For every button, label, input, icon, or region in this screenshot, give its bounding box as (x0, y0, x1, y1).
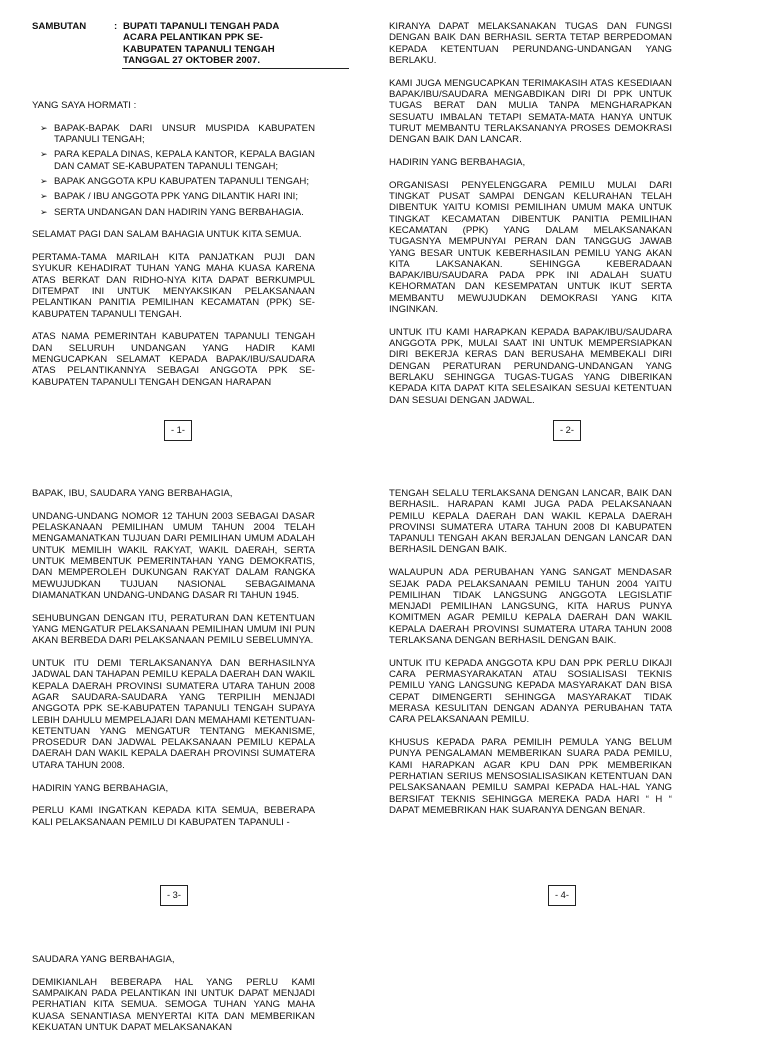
header-line: KABUPATEN TAPANULI TENGAH (123, 43, 275, 55)
honoree-list (32, 123, 315, 218)
paragraph: WALAUPUN ADA PERUBAHAN YANG SANGAT MENDASAR SEJAK PADA PELAKSANAAN PEMILU TAHUN 2004 YAITU PEMILIHAN TIDAK LANGSUNG ANGGOTA LEGISLATIF MENJADI PEMILIHAN LANGSUNG, KITA HARUS PUNYA KOMITMEN AGAR PEMILU KEPALA DAERAH DAN WAKIL KEPALA DAERAH PROVINSI SUMATERA UTARA TAHUN 2008 TERLAKSANA DENGAN BERHASIL DENGAN BAIK. (389, 567, 672, 647)
paragraph: KHUSUS KEPADA PARA PEMILIH PEMULA YANG BELUM PUNYA PENGALAMAN MEMBERIKAN SUARA PADA PEMILU, KAMI HARAPKAN AGAR KPU DAN PPK MEMBERIKAN PERHATIAN SERIUS MENSOSIALISASIKAN KETENTUAN DAN PELSAKSANAAN PEMILU SAMPAI KEPADA HAL-HAL YANG BERSIFAT TEKNIS SEHINGGA MEREKA PADA HARI “ H “ DAPAT MEMEBRIKAN HAK SUARANYA DENGAN BENAR. (389, 737, 672, 816)
arrow-bullet-icon: ➢ (40, 175, 48, 186)
paragraph: PERTAMA-TAMA MARILAH KITA PANJATKAN PUJI DAN SYUKUR KEHADIRAT TUHAN YANG MAHA KUASA KARENA ATAS BERKAT DAN RIDHO-NYA KITA DAPAT BERKUMPUL DITEMPAT INI UNTUK MENYAKSIKAN PELAKSANAAN PELANTIKAN PANITIA PEMILIHAN KECAMATAN (PPK) SE-KABUPATEN TAPANULI TENGAH. (32, 252, 315, 320)
list-item-text: SERTA UNDANGAN DAN HADIRIN YANG BERBAHAGIA. (54, 206, 304, 218)
paragraph: HADIRIN YANG BERBAHAGIA, (389, 156, 526, 168)
page-number-3: - 3- (160, 885, 188, 906)
list-item (32, 191, 315, 202)
arrow-bullet-icon: ➢ (40, 206, 48, 217)
list-item-text: BAPAK-BAPAK DARI UNSUR MUSPIDA KABUPATEN TAPANULI TENGAH; (54, 122, 315, 146)
page-number-1: - 1- (164, 420, 192, 441)
page-number-4: - 4- (548, 885, 576, 906)
page-5-column (32, 954, 315, 1045)
page-number-2: - 2- (553, 420, 581, 441)
header-line: TANGGAL 27 OKTOBER 2007. (123, 54, 261, 66)
paragraph: UNTUK ITU KAMI HARAPKAN KEPADA BAPAK/IBU/SAUDARA ANGGOTA PPK, MULAI SAAT INI UNTUK MEMPERSIAPKAN DIRI BEKERJA KERAS DAN BERUSAHA MEMBEKALI DIRI DENGAN PERATURAN PERUNDANG-UNDANGAN YANG BERLAKU SEHINGGA TUGAS-TUGAS YANG DIBERIKAN KEPADA KITA DAPAT KITA SELESAIKAN SESUAI KETENTUAN DAN SESUAI DENGAN JADWAL. (389, 326, 672, 406)
paragraph: BAPAK, IBU, SAUDARA YANG BERBAHAGIA, (32, 488, 233, 499)
salutation: YANG SAYA HORMATI : (32, 100, 137, 111)
paragraph: UNTUK ITU DEMI TERLAKSANANYA DAN BERHASILNYA JADWAL DAN TAHAPAN PEMILU KEPALA DAERAH DAN WAKIL KEPALA DAERAH PROVINSI SUMATERA UTARA TAHUN 2008 AGAR SAUDARA-SAUDARA YANG TERPILIH MENJADI ANGGOTA PPK SE-KABUPATEN TAPANULI TENGAH SUPAYA LEBIH DAHULU MEMPELAJARI DAN MEMAHAMI KETENTUAN-KETENTUAN YANG MENGATUR TENTANG MEKANISME, PROSEDUR DAN JADWAL PELAKSANAAN PEMILU KEPALA DAERAH DAN WAKIL KEPALA DAERAH PROVINSI SUMATERA UTARA TAHUN 2008. (32, 658, 315, 771)
paragraph: SELAMAT PAGI DAN SALAM BAHAGIA UNTUK KITA SEMUA. (32, 229, 302, 241)
page-1-column (32, 100, 315, 399)
list-item (32, 149, 315, 172)
arrow-bullet-icon: ➢ (40, 122, 48, 133)
paragraph: KIRANYA DAPAT MELAKSANAKAN TUGAS DAN FUNGSI DENGAN BAIK DAN BERHASIL SERTA TETAP BERPEDOMAN KEPADA KETENTUAN PERUNDANG-UNDANGAN YANG BERLAKU. (389, 21, 672, 66)
list-item (32, 207, 315, 218)
page-2-column (389, 21, 672, 417)
paragraph: DEMIKIANLAH BEBERAPA HAL YANG PERLU KAMI SAMPAIKAN PADA PELANTIKAN INI UNTUK DAPAT MENJADI PERHATIAN KITA SEMUA. SEMOGA TUHAN YANG MAHA KUASA SENANTIASA MENYERTAI KITA DAN MEMBERIKAN KEKUATAN UNTUK DAPAT MELAKSANAKAN (32, 976, 315, 1033)
list-item-text: PARA KEPALA DINAS, KEPALA KANTOR, KEPALA BAGIAN DAN CAMAT SE-KABUPATEN TAPANULI TENGAH; (54, 149, 315, 172)
paragraph: HADIRIN YANG BERBAHAGIA, (32, 782, 169, 794)
paragraph: KAMI JUGA MENGUCAPKAN TERIMAKASIH ATAS KESEDIAAN BAPAK/IBU/SAUDARA MENGABDIKAN DIRI DI PPK UNTUK TUGAS BERAT DAN MULIA TANPA MENGHARAPKAN SESUATU IMBALAN TETAPI SEMATA-MATA HANYA UNTUK TURUT MEMBANTU TERLAKSANANYA PROSES DEMOKRASI DENGAN BAIK DAN LANCAR. (389, 77, 672, 146)
paragraph: ORGANISASI PENYELENGGARA PEMILU MULAI DARI TINGKAT PUSAT SAMPAI DENGAN KELURAHAN TELAH DIBENTUK YAITU KOMISI PEMILIHAN UMUM MAKA UNTUK TINGKAT KECAMATAN DIBENTUK PANITIA PEMILIHAN KECAMATAN (PPK) YANG DALAM MELAKSANAKAN TUGASNYA MEMPUNYAI PERAN DAN TANGGUG JAWAB YANG BESAR UNTUK KEBERHASILAN PEMILU YANG AKAN KITA LAKSANAKAN. SEHINGGA KEBERADAAN BAPAK/IBU/SAUDARA PADA PPK INI ADALAH SUATU KEHORMATAN DAN KESEMPATAN UNTUK IKUT SERTA MEMBANTU MEWUJUDKAN DEMOKRASI YANG KITA INGINKAN. (389, 179, 672, 316)
arrow-bullet-icon: ➢ (40, 149, 48, 160)
arrow-bullet-icon: ➢ (40, 191, 48, 202)
header-line: ACARA PELANTIKAN PPK SE- (123, 32, 263, 44)
page-3-column (32, 488, 315, 839)
header-line: BUPATI TAPANULI TENGAH PADA (123, 21, 280, 32)
paragraph: TENGAH SELALU TERLAKSANA DENGAN LANCAR, BAIK DAN BERHASIL. HARAPAN KAMI JUGA PADA PELAKSANAAN PEMILU KEPALA DAERAH DAN WAKIL KEPALA DAERAH PROVINSI SUMATERA UTARA TAHUN 2008 DI KABUPATEN TAPANULI TENGAH AKAN BERJALAN DENGAN LANCAR DAN BERHASIL DENGAN BAIK. (389, 488, 672, 556)
list-item-text: BAPAK ANGGOTA KPU KABUPATEN TAPANULI TENGAH; (54, 175, 310, 187)
paragraph: SEHUBUNGAN DENGAN ITU, PERATURAN DAN KETENTUAN YANG MENGATUR PELAKSANAAN PEMILIHAN UMUM INI PUN AKAN BERBEDA DARI PELAKSANAAN PEMILU SEBELUMNYA. (32, 612, 315, 647)
header-colon: : (114, 21, 118, 32)
list-item (32, 123, 315, 146)
paragraph: PERLU KAMI INGATKAN KEPADA KITA SEMUA, BEBERAPA KALI PELAKSANAAN PEMILU DI KABUPATEN TAPANULI - (32, 805, 315, 828)
paragraph: ATAS NAMA PEMERINTAH KABUPATEN TAPANULI TENGAH DAN SELURUH UNDANGAN YANG HADIR KAMI MENGUCAPKAN SELAMAT KEPADA BAPAK/IBU/SAUDARA ATAS PELANTIKANNYA SEBAGAI ANGGOTA PPK SE-KABUPATEN TAPANULI TENGAH DENGAN HARAPAN (32, 331, 315, 388)
header-label: SAMBUTAN (32, 21, 87, 32)
paragraph: SAUDARA YANG BERBAHAGIA, (32, 954, 175, 965)
header-underline (122, 68, 349, 69)
paragraph: UNTUK ITU KEPADA ANGGOTA KPU DAN PPK PERLU DIKAJI CARA PERMASYARAKATAN ATAU SOSIALISASI TEKNIS PEMILU YANG LANGSUNG KEPADA MASYARAKAT DAN BISA CEPAT DIMENGERTI SEHINGGA MASYARAKAT TIDAK MERASA KESULITAN DENGAN ADANYA PERUBAHAN TATA CARA PELAKSANAAN PEMILU. (389, 657, 672, 726)
header-title (123, 21, 315, 66)
paragraph: UNDANG-UNDANG NOMOR 12 TAHUN 2003 SEBAGAI DASAR PELASKANAAN PEMILIHAN UMUM TAHUN 2004 TELAH MENGAMANATKAN TUJUAN DARI PEMILIHAN UMUM ADALAH UNTUK MEMILIH WAKIL RAKYAT, WAKIL DAERAH, SERTA UNTUK MEMBENTUK PEMERINTAHAN YANG DEMOKRATIS, DAN MEMPEROLEH DUKUNGAN RAKYAT DALAM RANGKA MEWUJUDKAN TUJUAN NASIONAL SEBAGAIMANA DIAMANATKAN UNDANG-UNDANG DASAR RI TAHUN 1945. (32, 510, 315, 601)
list-item-text: BAPAK / IBU ANGGOTA PPK YANG DILANTIK HARI INI; (54, 191, 298, 203)
page-4-column (389, 488, 672, 828)
list-item (32, 176, 315, 187)
